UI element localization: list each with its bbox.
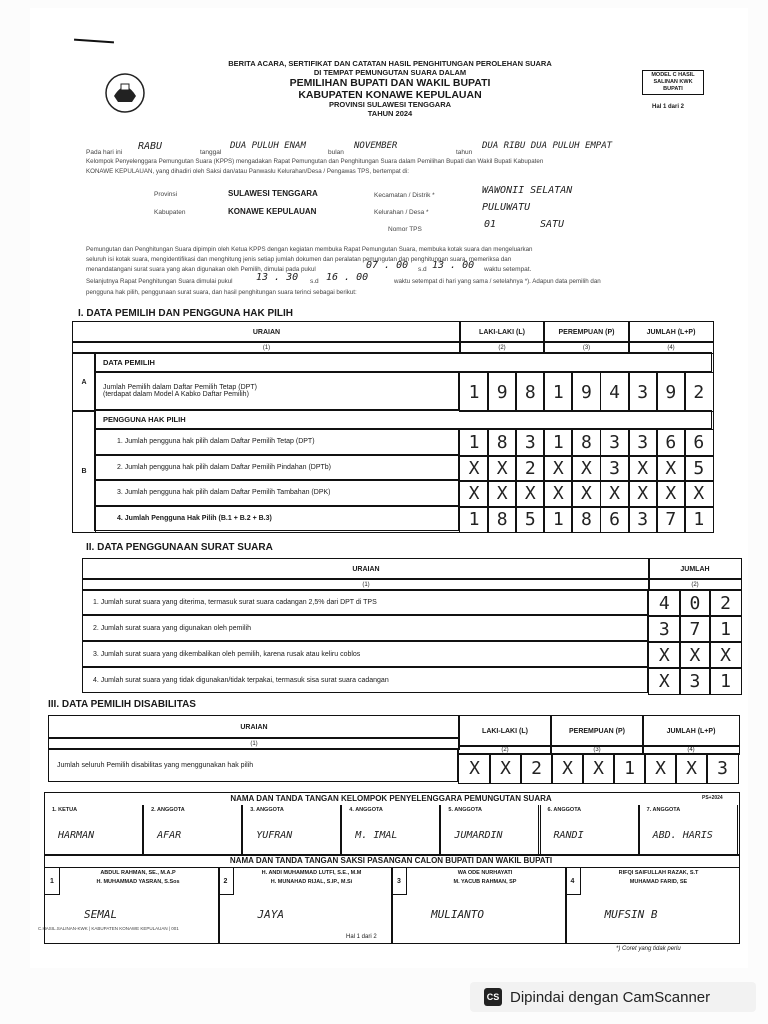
kelurahan-label: Kelurahan / Desa * bbox=[374, 209, 429, 216]
s2-row-3-digit: X bbox=[709, 641, 742, 669]
s1-a-letter: A bbox=[72, 352, 96, 412]
saksi-signature: SEMAL bbox=[84, 908, 118, 921]
s1-b-row-3-digit: X bbox=[459, 480, 489, 508]
tps-label: Nomor TPS bbox=[388, 226, 422, 233]
saksi-candidate-1: ABDUL RAHMAN, SE., M.A.P bbox=[100, 870, 176, 876]
s1-a-digit: 4 bbox=[600, 372, 630, 412]
s1-b-row-1-digit: 3 bbox=[515, 429, 545, 457]
s1-col-uraian: URAIAN bbox=[72, 321, 461, 343]
s1-a-desc bbox=[94, 372, 459, 410]
saksi-title: NAMA DAN TANDA TANGAN SAKSI PASANGAN CALON BUPATI DAN WAKIL BUPATI bbox=[229, 856, 553, 865]
s1-b-row-3-digit: X bbox=[656, 480, 686, 508]
saksi-pair-number: 2 bbox=[218, 867, 234, 895]
s1-b-row-2-digit: 3 bbox=[600, 455, 630, 483]
s1-b-row-1-digit: 8 bbox=[571, 429, 601, 457]
footer-code: C.HASIL.SALINAN-KWK | KABUPATEN KONAWE KEPULAUAN | 001 bbox=[38, 926, 179, 931]
s3-digit: X bbox=[582, 753, 615, 784]
saksi-signature: MULIANTO bbox=[431, 908, 484, 921]
document-sheet bbox=[30, 8, 748, 968]
s1-col-perempuan: PEREMPUAN (P) bbox=[543, 321, 630, 343]
s3-num-4: (4) bbox=[642, 745, 740, 755]
saksi-pair-number: 1 bbox=[44, 867, 60, 895]
s2-row-1-digit: 4 bbox=[648, 589, 681, 617]
saksi-candidate-1: RIFQI SAIFULLAH RAZAK, S.T bbox=[618, 870, 699, 876]
s1-b-row-1-digit: 8 bbox=[487, 429, 517, 457]
saksi-candidate-2: MUHAMAD FARID, SE bbox=[629, 879, 688, 885]
narrative-line-5: waktu setempat di hari yang sama / setelahnya *). Adapun data pemilih dan bbox=[394, 278, 601, 285]
s1-b-row-3-digit: X bbox=[571, 480, 601, 508]
provinsi-label: Provinsi bbox=[154, 191, 178, 198]
s1-a-desc-1: Jumlah Pemilih dalam Daftar Pemilih Tetap (DPT) bbox=[103, 384, 257, 391]
s1-a-digit: 1 bbox=[543, 372, 573, 412]
kpps-member-signature: HARMAN bbox=[58, 830, 95, 841]
s2-row-2-digit: 1 bbox=[709, 615, 742, 643]
kpps-member-signature: ABD. HARIS bbox=[652, 830, 713, 841]
section-1-title: I. DATA PEMILIH DAN PENGGUNA HAK PILIH bbox=[78, 308, 293, 319]
s1-b-row-3-digit: X bbox=[515, 480, 545, 508]
s1-b-row-3-digit: X bbox=[487, 480, 517, 508]
s2-row-2-digit: 7 bbox=[679, 615, 712, 643]
s2-row-label: 2. Jumlah surat suara yang digunakan oleh pemilih bbox=[82, 615, 648, 641]
kpps-tag: PS+2024 bbox=[702, 795, 723, 801]
tps-number: 01 bbox=[484, 219, 497, 230]
s1-col-jumlah: JUMLAH (L+P) bbox=[628, 321, 714, 343]
s2-col-jumlah: JUMLAH bbox=[648, 558, 742, 580]
narrative-line-6: pengguna hak pilih, penggunaan surat suara, dan hasil penghitungan suara terinci sebagai berikut: bbox=[86, 289, 357, 296]
camscanner-watermark bbox=[470, 982, 756, 1012]
s1-b-row-label: 3. Jumlah pengguna hak pilih dalam Daftar Pemilih Tambahan (DPK) bbox=[94, 480, 459, 506]
s1-b-row-4-digit: 1 bbox=[684, 506, 714, 534]
narrative-line-3: menandatangani surat suara yang akan digunakan oleh Pemilih, dimulai pada pukul bbox=[86, 266, 316, 273]
s1-b-row-2-digit: X bbox=[571, 455, 601, 483]
s3-num-2: (2) bbox=[458, 745, 552, 755]
s1-b-row-4-digit: 7 bbox=[656, 506, 686, 534]
s1-b-row-4-digit: 3 bbox=[628, 506, 658, 534]
s3-num-1: (1) bbox=[48, 737, 460, 750]
model-box-line-2: SALINAN KWK bbox=[653, 78, 693, 85]
kabupaten-label: Kabupaten bbox=[154, 209, 186, 216]
s1-b-row-4-digit: 8 bbox=[487, 506, 517, 534]
s1-b-row-1-digit: 6 bbox=[656, 429, 686, 457]
kpps-member-role: 3. ANGGOTA bbox=[250, 807, 284, 813]
kpps-member-role: 5. ANGGOTA bbox=[448, 807, 483, 813]
section-3-title: III. DATA PEMILIH DISABILITAS bbox=[48, 699, 196, 710]
s1-b-row-1-digit: 1 bbox=[543, 429, 573, 457]
header-line-4: KABUPATEN KONAWE KEPULAUAN bbox=[298, 89, 482, 102]
s1-b-title: PENGGUNA HAK PILIH bbox=[94, 410, 712, 429]
s1-a-digit: 9 bbox=[571, 372, 601, 412]
kpps-member-signature: AFAR bbox=[157, 830, 182, 841]
s2-row-3-digit: X bbox=[648, 641, 681, 669]
s3-num-3: (3) bbox=[550, 745, 644, 755]
s1-a-digit: 2 bbox=[684, 372, 714, 412]
mulai-time: 07 . 00 bbox=[366, 260, 409, 271]
s1-b-row-label: 1. Jumlah pengguna hak pilih dalam Daftar Pemilih Tetap (DPT) bbox=[94, 429, 459, 455]
sd-label-1: s.d bbox=[418, 266, 427, 273]
hitung-mulai-time: 13 . 30 bbox=[256, 272, 299, 283]
tahun-label: tahun bbox=[456, 149, 473, 156]
tps-text: SATU bbox=[540, 219, 565, 230]
model-box bbox=[642, 70, 704, 95]
s3-digit: 1 bbox=[613, 753, 646, 784]
kpps-member-signature: M. IMAL bbox=[355, 830, 398, 841]
s2-num-2: (2) bbox=[648, 578, 742, 591]
kpps-member-signature: YUFRAN bbox=[256, 830, 293, 841]
s1-a-digit: 3 bbox=[628, 372, 658, 412]
kpps-member-signature: JUMARDIN bbox=[454, 830, 503, 841]
footer-note: *) Coret yang tidak perlu bbox=[616, 946, 681, 952]
kecamatan-value: WAWONII SELATAN bbox=[482, 185, 573, 196]
saksi-pair-number: 3 bbox=[391, 867, 407, 895]
saksi-candidate-2: M. YACUB RAHMAN, SP bbox=[453, 879, 517, 885]
bulan-value: NOVEMBER bbox=[354, 141, 398, 151]
page-info: Hal 1 dari 2 bbox=[652, 104, 685, 110]
s1-b-row-1-digit: 3 bbox=[600, 429, 630, 457]
header-line-1: BERITA ACARA, SERTIFIKAT DAN CATATAN HASIL PENGHITUNGAN PEROLEHAN SUARA bbox=[228, 59, 552, 68]
s2-row-4-digit: X bbox=[648, 667, 681, 695]
s2-row-2-digit: 3 bbox=[648, 615, 681, 643]
s1-col-laki: LAKI-LAKI (L) bbox=[459, 321, 545, 343]
s1-b-row-label: 4. Jumlah Pengguna Hak Pilih (B.1 + B.2 + B.3) bbox=[94, 506, 459, 532]
sd-label-2: s.d bbox=[310, 278, 319, 285]
s3-row-label: Jumlah seluruh Pemilih disabilitas yang menggunakan hak pilih bbox=[48, 748, 458, 782]
s1-num-2: (2) bbox=[459, 341, 545, 354]
s3-digit: 3 bbox=[706, 753, 739, 784]
saksi-candidate-2: H. MUHAMMAD YASRAN, S.Sos bbox=[96, 879, 180, 885]
narrative-line-4: Selanjutnya Rapat Penghitungan Suara dimulai pukul bbox=[86, 278, 233, 285]
narrative-line-1: Pemungutan dan Penghitungan Suara dipimpin oleh Ketua KPPS dengan kegiatan membuka Rapat Pemungutan Suara, membuka kotak suara dan mengeluarkan bbox=[86, 246, 533, 253]
s1-b-row-1-digit: 6 bbox=[684, 429, 714, 457]
s1-b-row-2-digit: X bbox=[459, 455, 489, 483]
camscanner-text: Dipindai dengan CamScanner bbox=[510, 988, 711, 1006]
section-2-title: II. DATA PENGGUNAAN SURAT SUARA bbox=[86, 542, 273, 553]
document-header bbox=[150, 60, 630, 119]
tanggal-value: DUA PULUH ENAM bbox=[230, 141, 306, 151]
s3-digit: X bbox=[644, 753, 677, 784]
s1-b-row-3-digit: X bbox=[684, 480, 714, 508]
s1-b-row-1-digit: 1 bbox=[459, 429, 489, 457]
hitung-selesai-time: 16 . 00 bbox=[326, 272, 369, 283]
s2-row-label: 4. Jumlah surat suara yang tidak digunakan/tidak terpakai, termasuk sisa surat suara cadangan bbox=[82, 667, 648, 693]
s2-row-4-digit: 1 bbox=[709, 667, 742, 695]
s2-num-1: (1) bbox=[82, 578, 650, 591]
s2-row-label: 1. Jumlah surat suara yang diterima, termasuk surat suara cadangan 2,5% dari DPT di TPS bbox=[82, 589, 648, 615]
s1-b-row-4-digit: 5 bbox=[515, 506, 545, 534]
s1-num-3: (3) bbox=[543, 341, 630, 354]
hari-value: RABU bbox=[138, 141, 163, 152]
s1-b-row-label: 2. Jumlah pengguna hak pilih dalam Daftar Pemilih Pindahan (DPTb) bbox=[94, 455, 459, 481]
s3-col-perempuan: PEREMPUAN (P) bbox=[550, 715, 644, 747]
s1-a-title: DATA PEMILIH bbox=[94, 352, 712, 372]
saksi-candidate-2: H. MUNAHAD RIJAL, S.IP., M.Si bbox=[270, 879, 353, 885]
s2-row-1-digit: 2 bbox=[709, 589, 742, 617]
pen-mark bbox=[74, 39, 114, 44]
kpps-member-role: 1. KETUA bbox=[52, 807, 78, 813]
s1-b-row-2-digit: X bbox=[628, 455, 658, 483]
kecamatan-label: Kecamatan / Distrik * bbox=[374, 192, 435, 199]
kpps-member-role: 2. ANGGOTA bbox=[151, 807, 185, 813]
s1-b-row-2-digit: 2 bbox=[515, 455, 545, 483]
s3-digit: X bbox=[458, 753, 491, 784]
s2-row-label: 3. Jumlah surat suara yang dikembalikan oleh pemilih, karena rusak atau keliru coblos bbox=[82, 641, 648, 667]
tanggal-label: tanggal bbox=[200, 149, 222, 156]
saksi-candidate-1: WA ODE NURHAYATI bbox=[457, 870, 513, 876]
narrative-line-2: seluruh isi kotak suara, mengidentifikasi dan menghitung jenis setiap jumlah dokumen dan peralatan pemungutan dan penghitungan suara, memeriksa dan bbox=[86, 256, 512, 263]
s1-num-1: (1) bbox=[72, 341, 461, 354]
header-line-3: PEMILIHAN BUPATI DAN WAKIL BUPATI bbox=[289, 77, 491, 90]
saksi-pair-number: 4 bbox=[565, 867, 581, 895]
s1-b-row-2-digit: X bbox=[543, 455, 573, 483]
s1-b-row-4-digit: 8 bbox=[571, 506, 601, 534]
s1-b-letter: B bbox=[72, 410, 96, 533]
model-box-line-1: MODEL C HASIL bbox=[651, 72, 695, 78]
s1-b-row-3-digit: X bbox=[628, 480, 658, 508]
s1-a-desc-2: (terdapat dalam Model A Kabko Daftar Pemilih) bbox=[103, 391, 249, 398]
s2-row-1-digit: 0 bbox=[679, 589, 712, 617]
s1-b-row-1-digit: 3 bbox=[628, 429, 658, 457]
header-line-5: PROVINSI SULAWESI TENGGARA bbox=[328, 100, 452, 110]
s1-a-digit: 1 bbox=[459, 372, 489, 412]
intro-line-2: Kelompok Penyelenggara Pemungutan Suara (KPPS) mengadakan Rapat Pemungutan dan Penghitungan Suara dalam Pemilihan Bupati dan Wakil Bupati Kabupaten bbox=[86, 158, 544, 165]
s2-col-uraian: URAIAN bbox=[82, 558, 650, 580]
s1-b-row-3-digit: X bbox=[543, 480, 573, 508]
selesai-time: 13 . 00 bbox=[432, 260, 475, 271]
s1-b-row-4-digit: 1 bbox=[543, 506, 573, 534]
s3-digit: X bbox=[675, 753, 708, 784]
saksi-candidate-1: H. ANDI MUHAMMAD LUTFI, S.E., M.M bbox=[261, 870, 362, 876]
tahun-value: DUA RIBU DUA PULUH EMPAT bbox=[482, 141, 613, 151]
intro-line-3: KONAWE KEPULAUAN, yang dihadiri oleh Saksi dan/atau Panwaslu Kelurahan/Desa / Pengawas TPS, bertempat di: bbox=[86, 168, 409, 175]
s2-row-3-digit: X bbox=[679, 641, 712, 669]
kpps-member-role: 4. ANGGOTA bbox=[349, 807, 383, 813]
s3-digit: 2 bbox=[520, 753, 553, 784]
s1-b-row-2-digit: X bbox=[656, 455, 686, 483]
header-line-6: TAHUN 2024 bbox=[367, 109, 413, 118]
kpps-member-role: 6. ANGGOTA bbox=[547, 807, 582, 813]
footer-page: Hal 1 dari 2 bbox=[346, 934, 377, 940]
kelurahan-value: PULUWATU bbox=[482, 202, 531, 213]
s3-col-uraian: URAIAN bbox=[48, 715, 460, 739]
s3-col-laki: LAKI-LAKI (L) bbox=[458, 715, 552, 747]
kpps-member-signature: RANDI bbox=[553, 830, 584, 841]
kpps-member-role: 7. ANGGOTA bbox=[646, 807, 681, 813]
model-box-line-3: BUPATI bbox=[663, 85, 683, 92]
header-line-2: DI TEMPAT PEMUNGUTAN SUARA DALAM bbox=[313, 67, 467, 77]
kabupaten-value: KONAWE KEPULAUAN bbox=[228, 207, 317, 216]
pada-hari-label: Pada hari ini bbox=[86, 149, 123, 156]
provinsi-value: SULAWESI TENGGARA bbox=[228, 189, 318, 198]
camscanner-icon-text: CS bbox=[486, 992, 500, 1002]
s1-b-row-2-digit: 5 bbox=[684, 455, 714, 483]
s1-b-row-2-digit: X bbox=[487, 455, 517, 483]
kpps-title: NAMA DAN TANDA TANGAN KELOMPOK PENYELENGGARA PEMUNGUTAN SUARA bbox=[230, 794, 552, 803]
s3-digit: X bbox=[551, 753, 584, 784]
s1-a-digit: 9 bbox=[487, 372, 517, 412]
s2-row-4-digit: 3 bbox=[679, 667, 712, 695]
narrative-waktu: waktu setempat. bbox=[484, 266, 532, 273]
s1-num-4: (4) bbox=[628, 341, 714, 354]
s1-a-digit: 8 bbox=[515, 372, 545, 412]
s1-b-row-4-digit: 6 bbox=[600, 506, 630, 534]
s1-b-row-3-digit: X bbox=[600, 480, 630, 508]
s3-digit: X bbox=[489, 753, 522, 784]
s3-col-jumlah: JUMLAH (L+P) bbox=[642, 715, 740, 747]
saksi-signature: MUFSIN B bbox=[604, 908, 658, 921]
saksi-signature: JAYA bbox=[257, 908, 284, 921]
kpu-logo-icon bbox=[102, 70, 148, 116]
camscanner-icon bbox=[484, 988, 502, 1006]
s1-b-row-4-digit: 1 bbox=[459, 506, 489, 534]
bulan-label: bulan bbox=[328, 149, 344, 156]
s1-a-digit: 9 bbox=[656, 372, 686, 412]
